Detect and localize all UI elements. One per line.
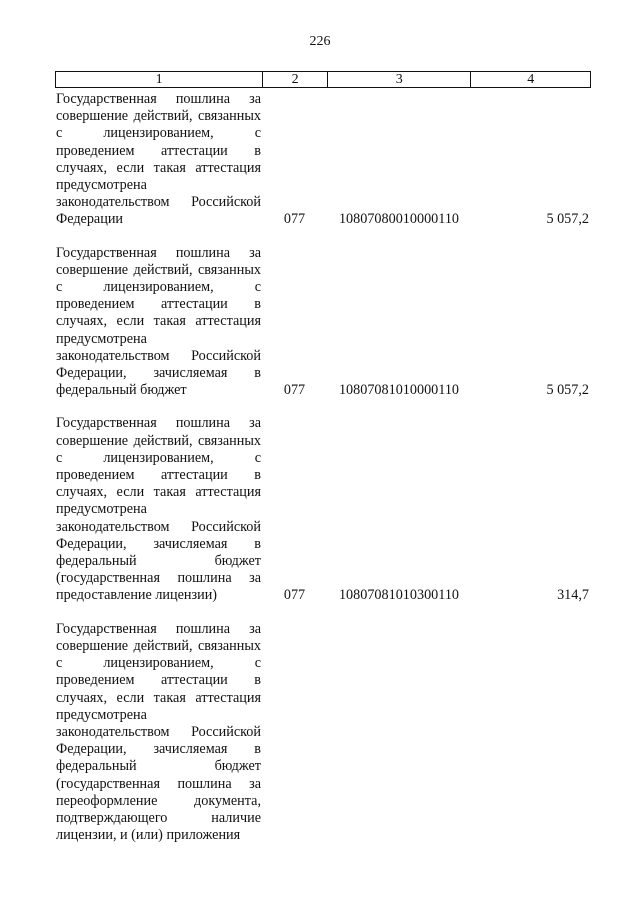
row-description: Государственная пошлина за совершение действий, связанных с лицензированием, с проведением аттестации в случаях, если такая аттестация предусмотрена законодательством Российской Федерации, зачисляемая в федеральный бюджет bbox=[56, 244, 261, 399]
row-budget-code: 10807080010000110 bbox=[338, 211, 460, 228]
header-col-3: 3 bbox=[327, 72, 470, 87]
table-row bbox=[55, 621, 591, 845]
table-row bbox=[55, 415, 591, 604]
row-description: Государственная пошлина за совершение действий, связанных с лицензированием, с проведением аттестации в случаях, если такая аттестация предусмотрена законодательством Российской Федерации, зачисляемая в федеральный бюджет (государственная пошлина за переоформление документа, подтверждающего наличие лицензии, и (или) приложения bbox=[56, 620, 261, 844]
row-admin-code: 077 bbox=[283, 211, 306, 228]
table-row bbox=[55, 245, 591, 400]
row-admin-code: 077 bbox=[283, 382, 306, 399]
table-row bbox=[55, 91, 591, 229]
header-col-2: 2 bbox=[262, 72, 327, 87]
header-col-1: 1 bbox=[155, 72, 163, 87]
header-col-4: 4 bbox=[470, 72, 590, 87]
row-amount: 5 057,2 bbox=[546, 211, 589, 228]
row-description: Государственная пошлина за совершение действий, связанных с лицензированием, с проведением аттестации в случаях, если такая аттестация предусмотрена законодательством Российской Федерации bbox=[56, 91, 261, 228]
row-budget-code: 10807081010300110 bbox=[338, 587, 460, 604]
row-amount: 314,7 bbox=[557, 587, 589, 604]
row-description: Государственная пошлина за совершение действий, связанных с лицензированием, с проведением аттестации в случаях, если такая аттестация предусмотрена законодательством Российской Федерации, зачисляемая в федеральный бюджет (государственная пошлина за предоставление лицензии) bbox=[56, 415, 261, 604]
row-amount: 5 057,2 bbox=[546, 382, 589, 399]
row-admin-code: 077 bbox=[283, 587, 306, 604]
revenue-table bbox=[55, 71, 591, 844]
table-header bbox=[55, 71, 591, 88]
page-number: 226 bbox=[309, 34, 331, 49]
row-budget-code: 10807081010000110 bbox=[338, 382, 460, 399]
